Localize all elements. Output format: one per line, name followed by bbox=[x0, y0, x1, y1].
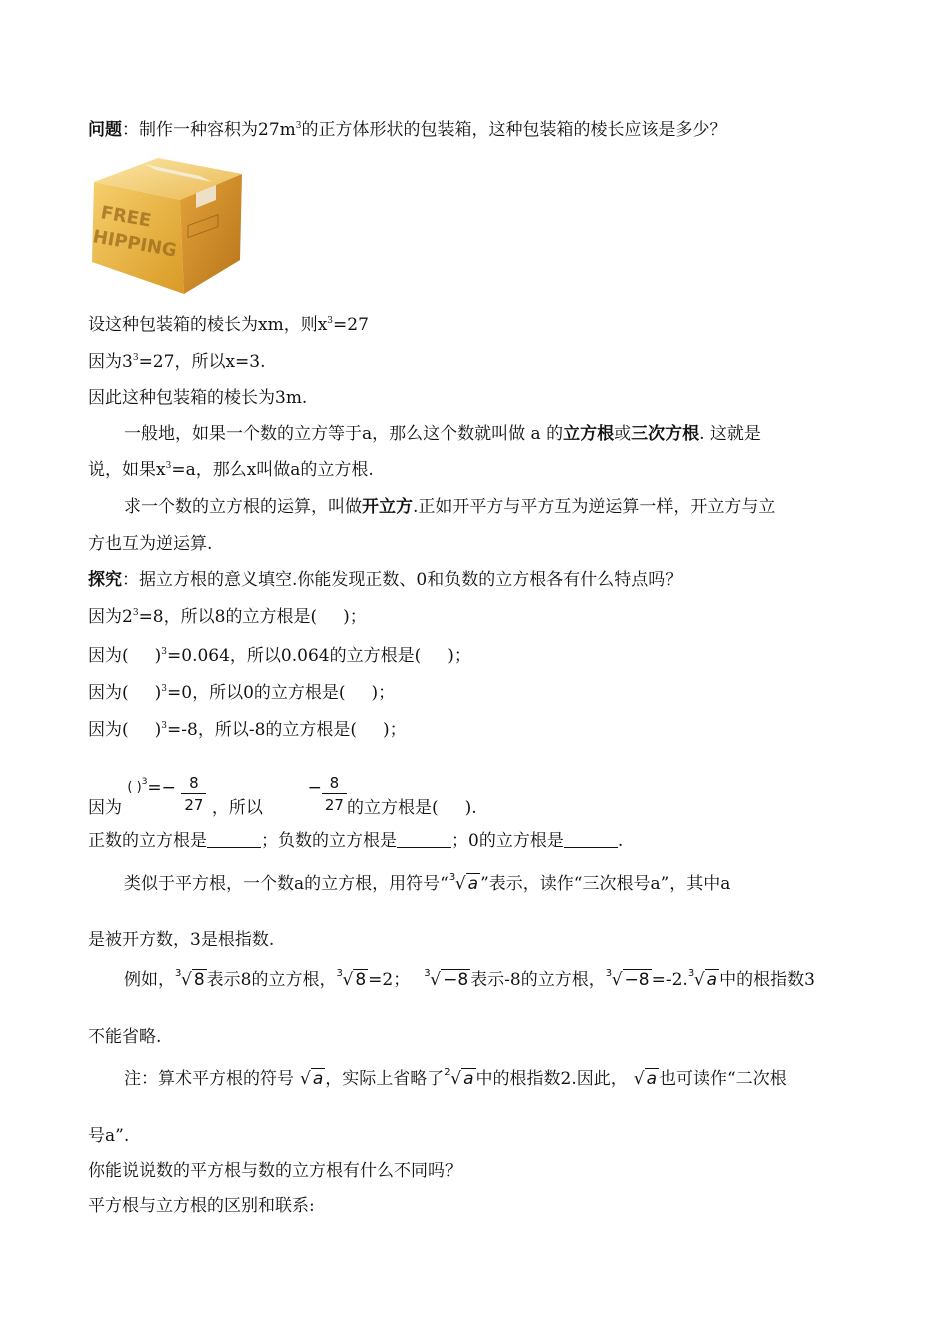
notation-line-2: 是被开方数，3是根指数. bbox=[88, 930, 275, 950]
sqrt-a-symbol: √ a bbox=[300, 1069, 324, 1089]
problem-label: 问题 bbox=[88, 120, 122, 140]
note-line-1: 注：算术平方根的符号 √ a ，实际上省略了 2 √ a 中的根指数2.因此， √ a 也可读作“二次根 bbox=[124, 1067, 787, 1089]
cube-root-a-example: 3 √ a bbox=[687, 968, 718, 990]
solution-line-3: 因此这种包装箱的棱长为3m. bbox=[88, 388, 308, 408]
explore-label: 探究 bbox=[88, 570, 122, 590]
relation-line: 平方根与立方根的区别和联系: bbox=[88, 1196, 315, 1216]
term-cube-root: 立方根 bbox=[563, 424, 615, 444]
cube-root-neg-8: 3 √ −8 bbox=[424, 968, 469, 990]
solution-line-1: 设这种包装箱的棱长为xm，则$x^3=27$ bbox=[88, 315, 369, 335]
summary-line: 正数的立方根是 ；负数的立方根是 ；0的立方根是 . bbox=[88, 831, 624, 851]
square-root-index-2-a: 2 √ a bbox=[444, 1067, 474, 1089]
definition-line-2: 说，如果$x^3=a$，那么x叫做a的立方根. bbox=[88, 460, 374, 480]
cube-root-8-b: 3 √ 8 bbox=[336, 968, 367, 990]
example-line-1: 例如， 3 √ 8 表示8的立方根， 3 √ 8 =2； 3 √ −8 表示-8的立方根， 3 √ −8 =-2. 3 √ a 中的根指数3 bbox=[124, 968, 815, 990]
definition-line-1: 一般地，如果一个数的立方等于a，那么这个数就叫做 a 的立方根或三次方根. 这就是 bbox=[124, 424, 761, 444]
fraction-8-27: $\frac{8}{27}$ bbox=[181, 773, 206, 816]
notation-line-1: 类似于平方根，一个数a的立方根，用符号“ 3 √ a ”表示，读作“三次根号a”，其中a bbox=[124, 872, 731, 894]
blank-zero bbox=[564, 833, 618, 848]
note-line-2: 号a”. bbox=[88, 1126, 130, 1146]
fraction-line: 因为 $^{( )^3}$=− $\frac{8}{27}$ ，所以 − $\frac{8}{27}$ 的立方根是( ). bbox=[88, 774, 477, 818]
cube-root-neg-8-b: 3 √ −8 bbox=[605, 968, 650, 990]
sqrt-a-symbol-b: √ a bbox=[633, 1069, 658, 1089]
fill-line-3: 因为( )$^3$=0，所以0的立方根是( )； bbox=[88, 683, 396, 703]
blank-negative bbox=[397, 833, 451, 848]
fill-line-1: 因为$2^3=8$，所以8的立方根是( )； bbox=[88, 607, 367, 627]
box-text-shipping: HIPPING bbox=[91, 226, 179, 262]
blank-positive bbox=[207, 833, 261, 848]
operation-line-1: 求一个数的立方根的运算，叫做开立方.正如开平方与平方互为逆运算一样，开立方与立 bbox=[124, 497, 776, 517]
cube-root-a-symbol: 3 √ a bbox=[448, 872, 479, 894]
solution-line-2: 因为$3^3=27$，所以x=3. bbox=[88, 352, 266, 372]
operation-line-2: 方也互为逆运算. bbox=[88, 534, 213, 554]
fraction-neg-8-27: $\frac{8}{27}$ bbox=[322, 773, 347, 816]
fill-line-2: 因为( )$^3$=0.064，所以0.064的立方根是( )； bbox=[88, 646, 471, 666]
term-third-root: 三次方根 bbox=[631, 424, 700, 444]
explore-line: 探究：据立方根的意义填空.你能发现正数、0和负数的立方根各有什么特点吗？ bbox=[88, 570, 683, 590]
fill-line-4: 因为( )$^3$=-8，所以-8的立方根是( )； bbox=[88, 720, 407, 740]
shipping-box-image bbox=[88, 152, 248, 298]
problem-line: 问题：制作一种容积为$27m^3$的正方体形状的包装箱，这种包装箱的棱长应该是多少？ bbox=[88, 120, 727, 140]
question-line: 你能说说数的平方根与数的立方根有什么不同吗？ bbox=[88, 1161, 462, 1181]
example-line-2: 不能省略. bbox=[88, 1027, 162, 1047]
cube-root-8: 3 √ 8 bbox=[175, 968, 205, 990]
box-text-free: FREE bbox=[99, 202, 153, 232]
term-cube-root-extraction: 开立方 bbox=[362, 497, 413, 517]
